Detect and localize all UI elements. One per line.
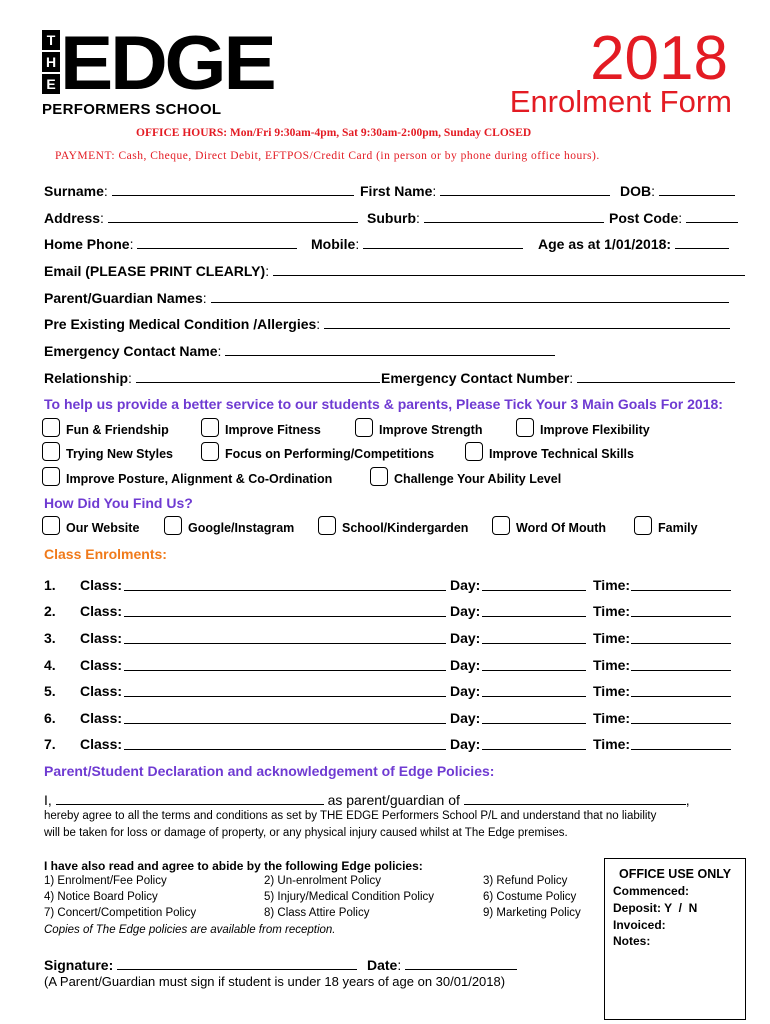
checkbox[interactable]	[492, 516, 510, 535]
find-option[interactable]	[318, 516, 468, 535]
surname-row: Surname:	[44, 182, 354, 200]
mobile-field[interactable]	[363, 236, 523, 249]
time-field[interactable]	[631, 578, 731, 591]
declaration-text-2: will be taken for loss or damage of property, or any physical injury caused whilst at The Edge premises.	[44, 827, 568, 839]
goal-label: Focus on Performing/Competitions	[225, 447, 435, 461]
class-field[interactable]	[124, 711, 446, 724]
policy-item: 1) Enrolment/Fee Policy	[44, 875, 167, 887]
signature-note: (A Parent/Guardian must sign if student is under 18 years of age on 30/01/2018)	[44, 974, 506, 989]
office-invoiced: Invoiced:	[613, 918, 666, 932]
goal-label: Challenge Your Ability Level	[394, 472, 562, 486]
mobile-row: Mobile:	[311, 235, 523, 253]
checkbox[interactable]	[201, 442, 219, 461]
declaration-line	[44, 792, 690, 808]
checkbox[interactable]	[42, 418, 60, 437]
suburb-row: Suburb:	[367, 209, 604, 227]
address-label: Address	[44, 210, 101, 226]
time-field[interactable]	[631, 684, 731, 697]
class-row	[44, 656, 631, 674]
time-field[interactable]	[631, 737, 731, 750]
class-label: Class:	[80, 736, 123, 752]
time-field[interactable]	[631, 604, 731, 617]
class-number: 4.	[44, 657, 56, 673]
logo-letter: H	[42, 52, 60, 72]
time-label: Time:	[593, 683, 631, 699]
goal-option[interactable]	[42, 442, 173, 461]
policy-item: 6) Costume Policy	[483, 891, 577, 903]
checkbox[interactable]	[201, 418, 219, 437]
class-label: Class:	[80, 630, 123, 646]
find-label: Our Website	[66, 521, 140, 535]
declaration-text-1: hereby agree to all the terms and conditions as set by THE EDGE Performers School P/L and understand that no liability	[44, 810, 657, 822]
policy-item: 2) Un-enrolment Policy	[264, 875, 381, 887]
goal-option[interactable]	[465, 442, 634, 461]
class-number: 7.	[44, 736, 56, 752]
emergency-number-label: Emergency Contact Number	[381, 370, 570, 386]
find-option[interactable]	[164, 516, 294, 535]
parent-label: Parent/Guardian Names	[44, 290, 203, 306]
declaration-as-parent: as parent/guardian of	[327, 792, 460, 808]
dob-row: DOB:	[620, 182, 735, 200]
day-field[interactable]	[482, 631, 586, 644]
surname-label: Surname	[44, 183, 104, 199]
suburb-field[interactable]	[424, 210, 604, 223]
day-field[interactable]	[482, 711, 586, 724]
day-label: Day:	[450, 630, 481, 646]
age-label: Age as at 1/01/2018:	[538, 236, 672, 252]
class-label: Class:	[80, 577, 123, 593]
class-enrolments-heading: Class Enrolments:	[44, 546, 167, 562]
find-option[interactable]	[492, 516, 606, 535]
post-code-label: Post Code	[609, 210, 679, 226]
day-label: Day:	[450, 657, 481, 673]
class-field[interactable]	[124, 658, 446, 671]
policy-item: 7) Concert/Competition Policy	[44, 907, 197, 919]
policy-item: 4) Notice Board Policy	[44, 891, 158, 903]
goals-heading: To help us provide a better service to our students & parents, Please Tick Your 3 Main Goals For 2018:	[44, 396, 723, 412]
find-us-heading: How Did You Find Us?	[44, 495, 193, 511]
time-label: Time:	[593, 710, 631, 726]
time-label: Time:	[593, 736, 631, 752]
mobile-label: Mobile	[311, 236, 356, 252]
relationship-row: Relationship:	[44, 369, 380, 387]
goal-label: Improve Strength	[379, 423, 483, 437]
time-label: Time:	[593, 630, 631, 646]
class-row	[44, 735, 631, 753]
checkbox[interactable]	[42, 467, 60, 486]
first-name-label: First Name	[360, 183, 433, 199]
checkbox[interactable]	[164, 516, 182, 535]
parent-field[interactable]	[211, 290, 729, 303]
form-title: Enrolment Form	[509, 84, 732, 119]
day-label: Day:	[450, 603, 481, 619]
day-field[interactable]	[482, 684, 586, 697]
policies-note: Copies of The Edge policies are available from reception.	[44, 924, 336, 936]
suburb-label: Suburb	[367, 210, 416, 226]
home-phone-field[interactable]	[137, 236, 297, 249]
class-row	[44, 682, 631, 700]
class-row	[44, 602, 631, 620]
policy-item: 9) Marketing Policy	[483, 907, 581, 919]
email-label: Email (PLEASE PRINT CLEARLY)	[44, 263, 266, 279]
goal-option[interactable]	[42, 418, 169, 437]
medical-row: Pre Existing Medical Condition /Allergies:	[44, 315, 730, 333]
find-option[interactable]	[634, 516, 698, 535]
class-field[interactable]	[124, 578, 446, 591]
post-code-field[interactable]	[686, 210, 738, 223]
goal-option[interactable]	[201, 418, 321, 437]
class-label: Class:	[80, 657, 123, 673]
signature-row	[44, 956, 357, 974]
goal-option[interactable]	[370, 467, 561, 486]
time-label: Time:	[593, 657, 631, 673]
logo-subtitle: PERFORMERS SCHOOL	[42, 101, 222, 118]
checkbox[interactable]	[634, 516, 652, 535]
policy-item: 8) Class Attire Policy	[264, 907, 370, 919]
class-label: Class:	[80, 683, 123, 699]
class-row	[44, 576, 631, 594]
logo-the-stack	[42, 30, 60, 96]
class-label: Class:	[80, 603, 123, 619]
checkbox[interactable]	[516, 418, 534, 437]
day-label: Day:	[450, 710, 481, 726]
class-label: Class:	[80, 710, 123, 726]
first-name-row: First Name:	[360, 182, 610, 200]
class-number: 1.	[44, 577, 56, 593]
signature-label: Signature:	[44, 957, 114, 973]
office-commenced: Commenced:	[613, 884, 690, 898]
date-row: Date:	[367, 956, 517, 974]
class-row	[44, 629, 631, 647]
emergency-name-row: Emergency Contact Name:	[44, 342, 555, 360]
address-row: Address:	[44, 209, 358, 227]
class-number: 6.	[44, 710, 56, 726]
emergency-number-field[interactable]	[577, 370, 735, 383]
logo-edge: EDGE	[60, 21, 274, 106]
surname-field[interactable]	[112, 183, 354, 196]
day-label: Day:	[450, 683, 481, 699]
age-row	[538, 235, 729, 253]
day-field[interactable]	[482, 578, 586, 591]
declaration-heading: Parent/Student Declaration and acknowledgement of Edge Policies:	[44, 763, 495, 779]
home-phone-row: Home Phone:	[44, 235, 297, 253]
class-number: 5.	[44, 683, 56, 699]
student-name-field[interactable]	[464, 792, 686, 805]
declaration-i: I,	[44, 792, 52, 808]
office-deposit: Deposit: Y / N	[613, 901, 698, 915]
office-hours: OFFICE HOURS: Mon/Fri 9:30am-4pm, Sat 9:30am-2:00pm, Sunday CLOSED	[136, 127, 532, 139]
goal-label: Improve Posture, Alignment & Co-Ordination	[66, 472, 333, 486]
checkbox[interactable]	[42, 516, 60, 535]
goal-label: Improve Flexibility	[540, 423, 650, 437]
time-field[interactable]	[631, 631, 731, 644]
logo-letter: E	[42, 74, 60, 94]
emergency-name-label: Emergency Contact Name	[44, 343, 218, 359]
checkbox[interactable]	[370, 467, 388, 486]
policies-heading: I have also read and agree to abide by the following Edge policies:	[44, 859, 423, 873]
policy-item: 3) Refund Policy	[483, 875, 568, 887]
class-field[interactable]	[124, 684, 446, 697]
dob-field[interactable]	[659, 183, 735, 196]
signature-field[interactable]	[117, 957, 357, 970]
address-field[interactable]	[108, 210, 358, 223]
time-field[interactable]	[631, 658, 731, 671]
payment-methods: PAYMENT: Cash, Cheque, Direct Debit, EFTPOS/Credit Card (in person or by phone during office hours).	[55, 150, 600, 162]
goal-option[interactable]	[516, 418, 650, 437]
office-use-box	[604, 858, 746, 1020]
email-field[interactable]	[273, 263, 745, 276]
day-field[interactable]	[482, 604, 586, 617]
relationship-label: Relationship	[44, 370, 129, 386]
checkbox[interactable]	[42, 442, 60, 461]
logo-letter: T	[42, 30, 60, 50]
medical-field[interactable]	[324, 316, 730, 329]
declaration-comma: ,	[685, 792, 690, 808]
time-field[interactable]	[631, 711, 731, 724]
date-field[interactable]	[405, 957, 517, 970]
goal-label: Improve Technical Skills	[489, 447, 634, 461]
class-row	[44, 709, 631, 727]
goal-option[interactable]	[42, 467, 332, 486]
form-year: 2018	[590, 24, 728, 93]
find-option[interactable]	[42, 516, 139, 535]
post-code-row: Post Code:	[609, 209, 738, 227]
find-label: Word Of Mouth	[516, 521, 607, 535]
find-label: School/Kindergarden	[342, 521, 469, 535]
date-label: Date	[367, 957, 398, 973]
find-label: Family	[658, 521, 698, 535]
class-field[interactable]	[124, 604, 446, 617]
goal-label: Trying New Styles	[66, 447, 173, 461]
first-name-field[interactable]	[440, 183, 610, 196]
parent-row: Parent/Guardian Names:	[44, 289, 729, 307]
goal-label: Improve Fitness	[225, 423, 321, 437]
checkbox[interactable]	[318, 516, 336, 535]
emergency-number-row: Emergency Contact Number:	[381, 369, 735, 387]
day-field[interactable]	[482, 658, 586, 671]
class-field[interactable]	[124, 631, 446, 644]
declarant-name-field[interactable]	[56, 792, 324, 805]
emergency-name-field[interactable]	[225, 343, 555, 356]
goal-option[interactable]	[201, 442, 434, 461]
time-label: Time:	[593, 577, 631, 593]
time-label: Time:	[593, 603, 631, 619]
office-notes: Notes:	[613, 934, 651, 948]
age-field[interactable]	[675, 236, 729, 249]
class-number: 2.	[44, 603, 56, 619]
class-field[interactable]	[124, 737, 446, 750]
find-label: Google/Instagram	[188, 521, 295, 535]
dob-label: DOB	[620, 183, 652, 199]
day-label: Day:	[450, 577, 481, 593]
goal-option[interactable]	[355, 418, 483, 437]
medical-label: Pre Existing Medical Condition /Allergies	[44, 316, 317, 332]
home-phone-label: Home Phone	[44, 236, 130, 252]
class-number: 3.	[44, 630, 56, 646]
day-field[interactable]	[482, 737, 586, 750]
policy-item: 5) Injury/Medical Condition Policy	[264, 891, 435, 903]
office-use-title: OFFICE USE ONLY	[619, 867, 732, 881]
goal-label: Fun & Friendship	[66, 423, 169, 437]
checkbox[interactable]	[355, 418, 373, 437]
email-row: Email (PLEASE PRINT CLEARLY):	[44, 262, 745, 280]
relationship-field[interactable]	[136, 370, 380, 383]
day-label: Day:	[450, 736, 481, 752]
checkbox[interactable]	[465, 442, 483, 461]
